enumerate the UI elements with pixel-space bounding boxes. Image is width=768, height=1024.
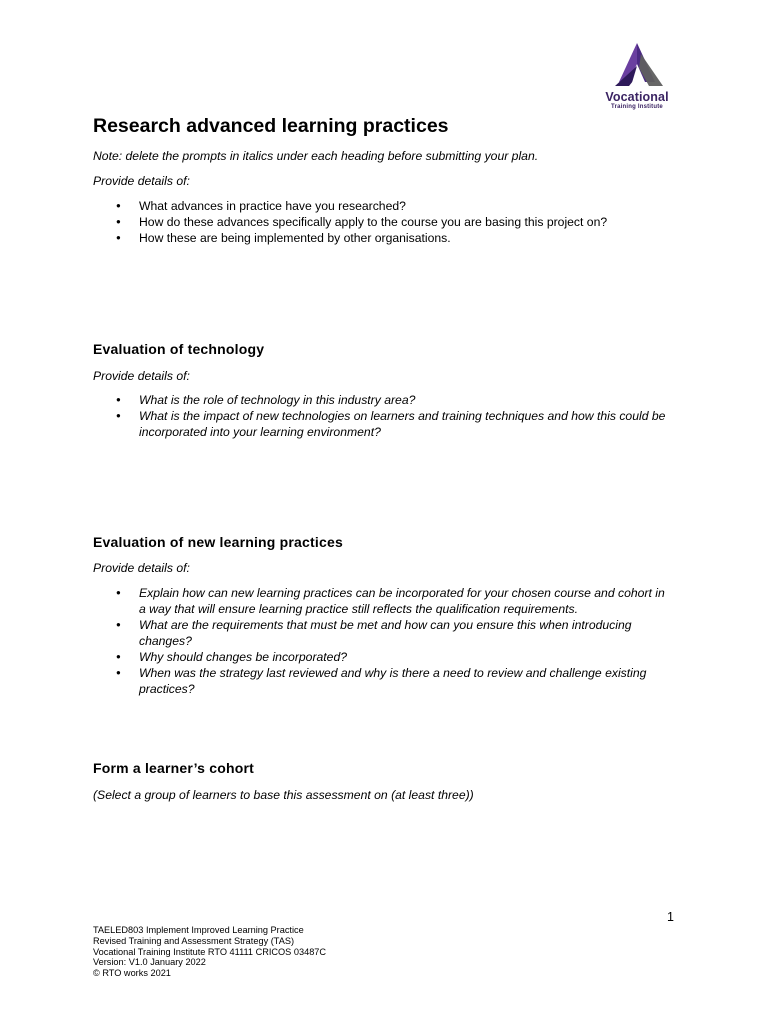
logo-emblem-icon xyxy=(609,40,665,90)
vti-logo xyxy=(597,40,677,118)
list-item: ● What is the role of technology in this industry area? xyxy=(93,392,673,408)
footer-line: © RTO works 2021 xyxy=(93,968,171,979)
footer-line: TAELED803 Implement Improved Learning Practice xyxy=(93,925,304,935)
page-number: 1 xyxy=(667,910,674,924)
footer-line: Vocational Training Institute RTO 41111 CRICOS 03487C xyxy=(93,946,327,957)
list-item: ● Explain how can new learning practices can be incorporated for your chosen course and cohort in a way that will ensure learning practice still reflects the qualification requirements. xyxy=(93,585,673,617)
technology-list xyxy=(93,392,673,440)
logo-subtitle: Training Institute xyxy=(611,104,663,110)
cohort-prompt: (Select a group of learners to base this assessment on (at least three)) xyxy=(93,788,474,802)
list-item: ● What advances in practice have you researched? xyxy=(93,198,673,214)
intro-list xyxy=(93,198,673,246)
intro-prompt: Provide details of: xyxy=(93,174,190,188)
list-item: ● When was the strategy last reviewed and why is there a need to review and challenge existing practices? xyxy=(93,665,673,697)
footer-line: Version: V1.0 January 2022 xyxy=(93,957,206,968)
learning-practices-list xyxy=(93,585,673,697)
list-item: ● How these are being implemented by other organisations. xyxy=(93,230,673,246)
section-prompt: Provide details of: xyxy=(93,369,190,383)
logo-name: Vocational xyxy=(605,90,669,104)
section-heading-cohort: Form a learner’s cohort xyxy=(93,760,254,776)
section-heading-learning-practices: Evaluation of new learning practices xyxy=(93,534,343,550)
instruction-note: Note: delete the prompts in italics under each heading before submitting your plan. xyxy=(93,149,539,163)
section-prompt: Provide details of: xyxy=(93,561,190,575)
document-footer xyxy=(93,925,326,979)
list-item: ● What is the impact of new technologies on learners and training techniques and how this could be incorporated into your learning environment? xyxy=(93,408,673,440)
list-item: ● How do these advances specifically apply to the course you are basing this project on? xyxy=(93,214,673,230)
list-item: ● What are the requirements that must be met and how can you ensure this when introducing changes? xyxy=(93,617,673,649)
footer-line: Revised Training and Assessment Strategy (TAS) xyxy=(93,935,295,946)
page-title: Research advanced learning practices xyxy=(93,115,449,137)
section-heading-technology: Evaluation of technology xyxy=(93,341,265,357)
list-item: ● Why should changes be incorporated? xyxy=(93,649,673,665)
